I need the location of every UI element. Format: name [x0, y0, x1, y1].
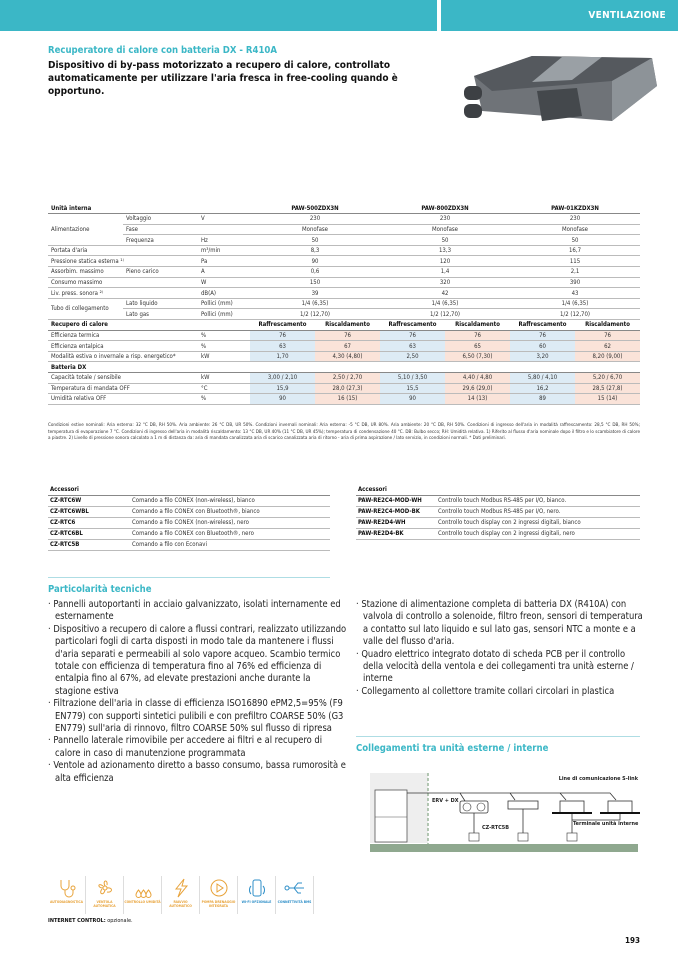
- spec-value: 390: [510, 277, 640, 288]
- spec-row: [48, 245, 640, 256]
- feature-icon-tile: [200, 876, 238, 914]
- spec-unit: Hz: [198, 235, 250, 246]
- accessory-description: Comando a filo con Econavi: [130, 539, 330, 550]
- spec-notes: Condizioni estive nominali: Aria esterna: 32 °C DB, RH 50%. Aria ambiente: 26 °C DB, UR 50%. Condizioni invernali nominali: Aria esterna: -5 °C DB, UR 80%. Aria ambiente: 20 °C DB, RH 50%. Condizioni di ingresso dell'aria in modalità raffrescamento: 28,5 °C DB, RH 50%; temperatura di evaporazione 7 °C. Condizioni di ingresso dell'aria in modalità riscaldamento: 13 °C DB, UR 40% (11 °C DB, UR 45%); temperatura di condensazione 40 °C. DB: Bulbo secco; RH: Umidità relativa. 1) Riferito al flusso d'aria nominale dopo il filtro e lo scambiatore di calore a piastre. 2) Livello di pressione sonora calcolato a 1 m di distanza da: aria di mandata canalizzata aria di scarico canalizzata aria di ritorno - aria di prima aspirazione / lato servizio, in condizioni normali. * Dati preliminari.: [48, 423, 640, 442]
- dx-row-label: Umidità relativa OFF: [48, 394, 198, 405]
- spec-value: 29,6 (29,0): [445, 383, 510, 394]
- fan-icon: [94, 878, 116, 898]
- spec-value: 3,00 / 2,10: [250, 373, 315, 384]
- feature-item: · Filtrazione dell'aria in classe di efficienza ISO16890 ePM2,5=95% (F9 EN779) con supporti sintetici pulibili e con prefiltro COARSE 50% (G3 EN779) sull'aria di rinnovo, filtro COARSE 50% sul flusso di ripresa: [48, 698, 348, 735]
- model-name: PAW-01KZDX3N: [510, 203, 640, 214]
- header-band-section: [441, 0, 678, 31]
- recovery-row: [48, 330, 640, 341]
- spec-value: 320: [380, 277, 510, 288]
- feature-icon-label: AUTODIAGNOSTICA: [49, 900, 84, 904]
- accessories-header: [356, 484, 640, 495]
- spec-sub-label: Lato gas: [123, 309, 198, 320]
- spec-value: 230: [510, 214, 640, 225]
- product-lead: Dispositivo di by-pass motorizzato a recupero di calore, controllato automaticamente per utilizzare l'aria fresca in free-cooling quando è opportuno.: [48, 60, 398, 97]
- spec-value: 76: [250, 330, 315, 341]
- accessory-description: Controllo touch Modbus RS-485 per I/O, bianco.: [436, 495, 640, 506]
- recovery-title: Recupero di calore: [48, 320, 250, 331]
- spec-value: 8,20 (9,00): [575, 351, 640, 362]
- spec-value: 28,0 (27,3): [315, 383, 380, 394]
- spec-row: [48, 214, 640, 225]
- spec-value: 1,70: [250, 351, 315, 362]
- spec-value: 230: [250, 214, 380, 225]
- feature-item: · Stazione di alimentazione completa di batteria DX (R410A) con valvola di controllo a solenoide, filtro freon, sensori di temperatura a contatto sul lato liquido e sul lato gas, sensori NTC a monte e a valle del flusso d'aria.: [356, 599, 646, 649]
- spec-sub-label: Frequenza: [123, 235, 198, 246]
- spec-value: 13,3: [380, 245, 510, 256]
- feature-icon-tile: [238, 876, 276, 914]
- dx-row: [48, 394, 640, 405]
- spec-row: [48, 235, 640, 246]
- spec-value: Monofase: [250, 224, 380, 235]
- spec-unit: %: [198, 330, 250, 341]
- spec-row: [48, 288, 640, 299]
- spec-group-label: Alimentazione: [48, 214, 123, 246]
- accessory-row: [48, 517, 330, 528]
- spec-value: 76: [445, 330, 510, 341]
- spec-value: 1/2 (12,70): [380, 309, 510, 320]
- accessory-code: CZ-RTC6: [48, 517, 130, 528]
- spec-row-label: Liv. press. sonora ²⁾: [48, 288, 198, 299]
- accessory-row: [356, 495, 640, 506]
- accessory-code: CZ-RTC5B: [48, 539, 130, 550]
- dx-row: [48, 373, 640, 384]
- feature-icon-label: WI-FI OPZIONALE: [241, 900, 272, 904]
- accessory-code: PAW-RE2C4-MOD-BK: [356, 506, 436, 517]
- connections-title: Collegamenti tra unità esterne / interne: [356, 743, 549, 754]
- spec-value: 65: [445, 341, 510, 352]
- accessory-row: [48, 495, 330, 506]
- accessory-code: CZ-RTC6BL: [48, 528, 130, 539]
- accessory-description: Controllo touch Modbus RS-485 per I/O, nero.: [436, 506, 640, 517]
- feature-item: · Quadro elettrico integrato dotato di scheda PCB per il controllo della velocità della ventola e dei collegamenti tra unità esterne / interne: [356, 649, 646, 686]
- spec-row: [48, 277, 640, 288]
- spec-row-label: Portata d'aria: [48, 245, 198, 256]
- features-list-right: [356, 599, 646, 698]
- controller-label: CZ-RTC5B: [482, 825, 509, 831]
- spec-value: 42: [380, 288, 510, 299]
- feature-icon-tile: [162, 876, 200, 914]
- dx-row-label: Temperatura di mandata OFF: [48, 383, 198, 394]
- spec-row-label: Pressione statica esterna ¹⁾: [48, 256, 198, 267]
- mode-label: Riscaldamento: [445, 320, 510, 331]
- divider: [48, 577, 330, 578]
- lightning-icon: [170, 878, 192, 898]
- feature-icon-tile: [48, 876, 86, 914]
- usb-icon: [284, 878, 306, 898]
- accessory-description: Comando a filo CONEX (non-wireless), nero: [130, 517, 330, 528]
- spec-value: 28,5 (27,8): [575, 383, 640, 394]
- dx-title: Batteria DX: [48, 362, 640, 373]
- spec-unit: W: [198, 277, 250, 288]
- spec-sub-label: Fase: [123, 224, 198, 235]
- spec-value: 16,7: [510, 245, 640, 256]
- spec-value: 8,3: [250, 245, 380, 256]
- spec-value: 76: [510, 330, 575, 341]
- spec-value: Monofase: [380, 224, 510, 235]
- spec-group-label: Tubo di collegamento: [48, 298, 123, 319]
- spec-table: [48, 203, 640, 405]
- mode-label: Raffrescamento: [380, 320, 445, 331]
- spec-unit: %: [198, 394, 250, 405]
- connection-diagram: [370, 773, 650, 863]
- drops-icon: [132, 878, 154, 898]
- model-name: PAW-800ZDX3N: [380, 203, 510, 214]
- feature-item: · Pannello laterale rimovibile per accedere ai filtri e al recupero di calore in caso di manutenzione programmata: [48, 735, 348, 760]
- feature-icon-label: POMPA DRENAGGIO INTEGRATA: [201, 900, 236, 908]
- spec-value: 1/2 (12,70): [250, 309, 380, 320]
- accessories-title: Accessori: [48, 484, 330, 495]
- spec-value: 6,50 (7,30): [445, 351, 510, 362]
- accessories-title: Accessori: [356, 484, 640, 495]
- spec-unit: Pollici (mm): [198, 298, 250, 309]
- recovery-row: [48, 351, 640, 362]
- dx-header-row: [48, 362, 640, 373]
- spec-value: 5,10 / 3,50: [380, 373, 445, 384]
- recovery-header-row: [48, 320, 640, 331]
- accessory-code: CZ-RTC6W: [48, 495, 130, 506]
- accessories-table-left: [48, 484, 330, 551]
- accessory-description: Controllo touch display con 2 ingressi digitali, nero: [436, 528, 640, 539]
- spec-unit: Pa: [198, 256, 250, 267]
- feature-icon-label: CONNETTIVITÀ BMS: [277, 900, 312, 904]
- spec-row-label: Consumo massimo: [48, 277, 198, 288]
- accessory-description: Comando a filo CONEX (non-wireless), bianco: [130, 495, 330, 506]
- spec-row: [48, 256, 640, 267]
- spec-row: [48, 224, 640, 235]
- accessory-description: Comando a filo CONEX con Bluetooth®, nero: [130, 528, 330, 539]
- spec-value: 150: [250, 277, 380, 288]
- features-title: Particolarità tecniche: [48, 584, 152, 595]
- spec-value: 14 (13): [445, 394, 510, 405]
- spec-value: Monofase: [510, 224, 640, 235]
- spec-value: 15 (14): [575, 394, 640, 405]
- spec-sub-label: Lato liquido: [123, 298, 198, 309]
- spec-value: 62: [575, 341, 640, 352]
- spec-value: 76: [315, 330, 380, 341]
- spec-value: 1/4 (6,35): [380, 298, 510, 309]
- spec-value: 115: [510, 256, 640, 267]
- recovery-row-label: Efficienza termica: [48, 330, 198, 341]
- spec-value: 39: [250, 288, 380, 299]
- accessory-code: CZ-RTC6WBL: [48, 506, 130, 517]
- spec-value: 1/4 (6,35): [250, 298, 380, 309]
- internet-control-label: INTERNET CONTROL:: [48, 918, 106, 924]
- spec-row: [48, 309, 640, 320]
- spec-value: 89: [510, 394, 575, 405]
- spec-value: 5,20 / 6,70: [575, 373, 640, 384]
- spec-header-label: Unità interna: [48, 203, 250, 214]
- spec-value: 2,50: [380, 351, 445, 362]
- spec-value: 5,80 / 4,10: [510, 373, 575, 384]
- spec-value: 120: [380, 256, 510, 267]
- recovery-row-label: Modalità estiva o invernale a risp. energetico*: [48, 351, 198, 362]
- accessory-description: Controllo touch display con 2 ingressi digitali, bianco: [436, 517, 640, 528]
- dx-row: [48, 383, 640, 394]
- spec-value: 60: [510, 341, 575, 352]
- accessory-code: PAW-RE2C4-MOD-WH: [356, 495, 436, 506]
- dx-row-label: Capacità totale / sensibile: [48, 373, 198, 384]
- wifi-phone-icon: [246, 878, 268, 898]
- spec-unit: kW: [198, 373, 250, 384]
- internet-control-value: opzionale.: [107, 918, 133, 924]
- spec-value: 63: [380, 341, 445, 352]
- spec-value: 63: [250, 341, 315, 352]
- spec-value: 76: [575, 330, 640, 341]
- spec-row: [48, 267, 640, 278]
- terminal-label: Terminale unità interne: [573, 821, 639, 827]
- header-band: [0, 0, 437, 31]
- spec-value: 67: [315, 341, 380, 352]
- spec-sub-label: Pieno carico: [123, 267, 198, 278]
- divider: [356, 736, 640, 737]
- spec-value: 50: [380, 235, 510, 246]
- feature-icon-label: VENTOLA AUTOMATICA: [93, 900, 116, 908]
- feature-item: · Ventole ad azionamento diretto a basso consumo, bassa rumorosità e alta efficienza: [48, 760, 348, 785]
- feature-icon-tile: [86, 876, 124, 914]
- spec-unit: Pollici (mm): [198, 309, 250, 320]
- spec-value: 1/2 (12,70): [510, 309, 640, 320]
- accessories-header: [48, 484, 330, 495]
- erv-label: ERV + DX: [432, 798, 459, 804]
- spec-value: 3,20: [510, 351, 575, 362]
- mode-label: Raffrescamento: [510, 320, 575, 331]
- play-icon: [208, 878, 230, 898]
- spec-value: 0,6: [250, 267, 380, 278]
- accessory-row: [48, 506, 330, 517]
- stethoscope-icon: [56, 878, 78, 898]
- spec-header-row: [48, 203, 640, 214]
- spec-value: 16,2: [510, 383, 575, 394]
- section-title: VENTILAZIONE: [588, 10, 666, 21]
- accessories-table-right: [356, 484, 640, 540]
- spec-value: 15,9: [250, 383, 315, 394]
- mode-label: Riscaldamento: [315, 320, 380, 331]
- mode-label: Riscaldamento: [575, 320, 640, 331]
- spec-value: 90: [250, 394, 315, 405]
- accessory-row: [48, 528, 330, 539]
- spec-unit: [198, 224, 250, 235]
- spec-value: 2,1: [510, 267, 640, 278]
- spec-sub-label: Voltaggio: [123, 214, 198, 225]
- spec-value: 90: [250, 256, 380, 267]
- spec-value: 50: [510, 235, 640, 246]
- spec-value: 15,5: [380, 383, 445, 394]
- spec-value: 1,4: [380, 267, 510, 278]
- model-name: PAW-500ZDX3N: [250, 203, 380, 214]
- spec-value: 4,40 / 4,80: [445, 373, 510, 384]
- feature-icon-tile: [124, 876, 162, 914]
- spec-value: 43: [510, 288, 640, 299]
- feature-icon-label: RIAVVIO AUTOMATICO: [169, 900, 192, 908]
- feature-icon-label: CONTROLLO UMIDITÀ: [124, 900, 161, 904]
- accessory-row: [356, 506, 640, 517]
- spec-value: 1/4 (6,35): [510, 298, 640, 309]
- feature-icon-tile: [276, 876, 314, 914]
- spec-unit: A: [198, 267, 250, 278]
- internet-control: [48, 918, 133, 924]
- spec-unit: °C: [198, 383, 250, 394]
- accessory-code: PAW-RE2D4-BK: [356, 528, 436, 539]
- spec-value: 76: [380, 330, 445, 341]
- feature-item: · Dispositivo a recupero di calore a flussi contrari, realizzato utilizzando particolari fogli di carta disposti in modo tale da mantenere i flussi d'aria separati e permeabili al solo vapore acqueo. Scambio termico totale con efficienza di temperatura fino al 76% ed efficienza di entalpia fino al 67%, ad elevate prestazioni anche durante la stagione estiva: [48, 624, 348, 698]
- spec-unit: %: [198, 341, 250, 352]
- accessory-row: [356, 528, 640, 539]
- spec-unit: kW: [198, 351, 250, 362]
- feature-item: · Pannelli autoportanti in acciaio galvanizzato, isolati internamente ed esternamente: [48, 599, 348, 624]
- recovery-row-label: Efficienza entalpica: [48, 341, 198, 352]
- spec-row: [48, 298, 640, 309]
- accessory-row: [48, 539, 330, 550]
- spec-unit: V: [198, 214, 250, 225]
- mode-label: Raffrescamento: [250, 320, 315, 331]
- spec-value: 16 (15): [315, 394, 380, 405]
- recovery-row: [48, 341, 640, 352]
- product-subtitle: Recuperatore di calore con batteria DX - R410A: [48, 45, 277, 56]
- features-list-left: [48, 599, 348, 785]
- spec-value: 4,30 (4,80): [315, 351, 380, 362]
- accessory-code: PAW-RE2D4-WH: [356, 517, 436, 528]
- spec-unit: m³/min: [198, 245, 250, 256]
- spec-value: 230: [380, 214, 510, 225]
- spec-value: 90: [380, 394, 445, 405]
- feature-icons: [48, 876, 314, 914]
- accessory-row: [356, 517, 640, 528]
- spec-value: 50: [250, 235, 380, 246]
- feature-item: · Collegamento al collettore tramite collari circolari in plastica: [356, 686, 646, 698]
- spec-unit: dB(A): [198, 288, 250, 299]
- slink-label: Line di comunicazione S-link: [558, 776, 638, 782]
- product-image: [462, 36, 662, 136]
- page-number: 193: [624, 936, 640, 945]
- spec-value: 2,50 / 2,70: [315, 373, 380, 384]
- spec-row-label: Assorbim. massimo: [48, 267, 123, 278]
- accessory-description: Comando a filo CONEX con Bluetooth®, bianco: [130, 506, 330, 517]
